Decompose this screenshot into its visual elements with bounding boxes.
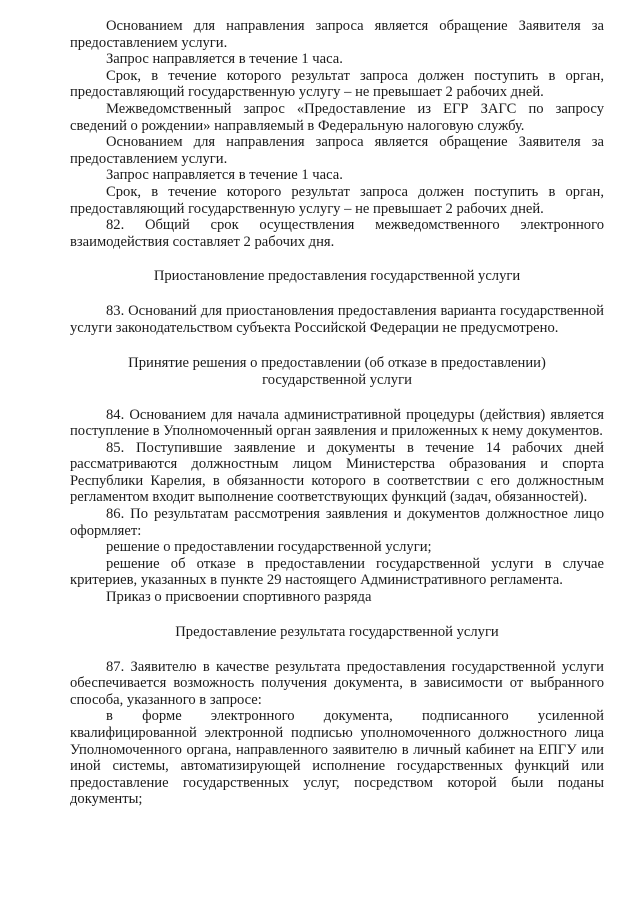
paragraph-82: 82. Общий срок осуществления межведомственного электронного взаимодействия составляет 2 рабочих дня.: [70, 217, 604, 250]
list-item-order: Приказ о присвоении спортивного разряда: [106, 589, 372, 606]
paragraph: Запрос направляется в течение 1 часа.: [106, 51, 343, 68]
list-item-decision-grant: решение о предоставлении государственной услуги;: [106, 539, 432, 556]
paragraph: Срок, в течение которого результат запроса должен поступить в орган, предоставляющий государственную услугу – не превышает 2 рабочих дней.: [70, 67, 604, 101]
paragraph: Межведомственный запрос «Предоставление из ЕГР ЗАГС по запросу сведений о рождении» направляемый в Федеральную налоговую службу.: [70, 100, 604, 134]
paragraph: Срок, в течение которого результат запроса должен поступить в орган, предоставляющий государственную услугу – не превышает 2 рабочих дней.: [70, 183, 604, 217]
paragraph-85: 85. Поступившие заявление и документы в течение 14 рабочих дней рассматриваются должностным лицом Министерства образования и спорта Республики Карелия, в обязанности которого в соответствии с его должностным регламентом входит выполнение соответствующих функций (задач, обязанностей).: [70, 439, 604, 506]
paragraph-87: 87. Заявителю в качестве результата предоставления государственной услуги обеспечивается возможность получения документа, в зависимости от выбранного способа, указанного в запросе:: [70, 658, 604, 708]
paragraph: Запрос направляется в течение 1 часа.: [106, 167, 343, 184]
paragraph-84: 84. Основанием для начала административной процедуры (действия) является поступление в Уполномоченный орган заявления и приложенных к нему документов.: [70, 406, 604, 440]
list-item-decision-refusal: решение об отказе в предоставлении государственной услуги в случае критериев, указанных в пункте 29 настоящего Административного регламента.: [70, 555, 604, 589]
section-heading-suspension: Приостановление предоставления государственной услуги: [153, 268, 521, 285]
list-item-electronic-document: в форме электронного документа, подписанного усиленной квалифицированной электронной подписью уполномоченного должностного лица Уполномоченного органа, направленного заявителю в личный кабинет на ЕПГУ или иной системы, автоматизирующей исполнение государственных функций или предоставление государственных услуг, посредством которой были поданы документы;: [70, 708, 604, 808]
section-heading-result: Предоставление результата государственной услуги: [175, 623, 499, 640]
paragraph: Основанием для направления запроса является обращение Заявителя за предоставлением услуги.: [70, 18, 604, 51]
paragraph: Основанием для направления запроса является обращение Заявителя за предоставлением услуги.: [70, 134, 604, 167]
paragraph-83: 83. Оснований для приостановления предоставления варианта государственной услуги законодательством субъекта Российской Федерации не предусмотрено.: [70, 303, 604, 336]
paragraph-86: 86. По результатам рассмотрения заявления и документов должностное лицо оформляет:: [70, 506, 604, 539]
section-heading-decision: Принятие решения о предоставлении (об отказе в предоставлении) государственной услуги: [128, 354, 546, 388]
